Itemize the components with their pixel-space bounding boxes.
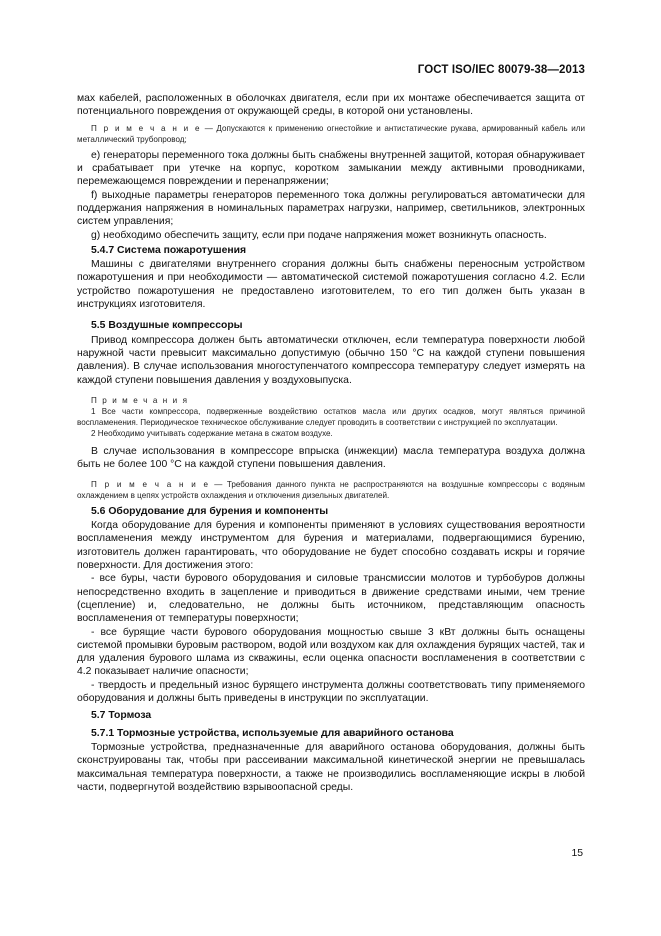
note-item-2: 2 Необходимо учитывать содержание метана в сжатом воздухе. xyxy=(91,429,333,439)
bullet-item: - твердость и предельный износ бурящего инструмента должны соответствовать типу применяемого оборудования и должны быть приведены в инструкции по эксплуатации. xyxy=(77,679,585,705)
section-heading-5-5: 5.5 Воздушные компрессоры xyxy=(91,320,243,332)
bullet-item: - все буры, части бурового оборудования и силовые трансмиссии молотов и турбобуров должны непосредственно входить в зацепление и приводиться в движение средствами иными, чем трение (сцепление) и, следовательно, не должны быть источником, представляющим опасность воспламенения от температуры поверхности; xyxy=(77,573,585,625)
notes-title: П р и м е ч а н и я xyxy=(91,395,189,405)
paragraph: Когда оборудование для бурения и компоненты применяют в условиях существования вероятности воспламенения между инструментом для бурения и материалами, подвергающимися бурению, изготовитель должен гарантировать, что оборудование не будет способно создавать искры и горячие поверхности. Для достижения этого: xyxy=(77,520,585,572)
page-number: 15 xyxy=(571,848,583,859)
list-item-g: g) необходимо обеспечить защиту, если при подаче напряжения может возникнуть опасность. xyxy=(91,229,547,241)
document-header: ГОСТ ISO/IEC 80079-38—2013 xyxy=(417,64,585,76)
page-body xyxy=(77,92,585,794)
paragraph: мах кабелей, расположенных в оболочках двигателя, если при их монтаже обеспечивается защита от потенциального повреждения от окружающей среды, в которой они установлены. xyxy=(77,93,585,118)
paragraph: Привод компрессора должен быть автоматически отключен, если температура поверхности любой наружной части превысит максимально допустимую (обычно 150 °C на каждой ступени повышения давления). В случае использования многоступенчатого компрессора температуру следует измерять на каждой ступени повышения давления у воздуховыпуска. xyxy=(77,334,585,386)
note-text: — Требования данного пункта не распространяются на воздушные компрессоры с водяным охлаждением в цепях устройств охлаждения и отключения дизельных двигателей. xyxy=(77,479,585,500)
note-item-1: 1 Все части компрессора, подверженные воздействию остатков масла или других осадков, могут являться причиной воспламенения. Периодическое техническое обслуживание следует проводить в соответствии с инструкцией по эксплуатации. xyxy=(77,406,585,427)
paragraph: Машины с двигателями внутреннего сгорания должны быть снабжены переносным устройством пожаротушения и при необходимости — автоматической системой пожаротушения согласно 4.2. Если устройство пожаротушения не предоставлено изготовителем, то его тип должен быть указан в инструкциях изготовителя. xyxy=(77,259,585,311)
section-heading-5-4-7: 5.4.7 Система пожаротушения xyxy=(91,244,247,256)
section-heading-5-6: 5.6 Оборудование для бурения и компоненты xyxy=(91,505,329,517)
section-heading-5-7: 5.7 Тормоза xyxy=(91,710,152,722)
note xyxy=(77,479,585,501)
section-heading-5-7-1: 5.7.1 Тормозные устройства, используемые для аварийного останова xyxy=(91,727,454,739)
paragraph: В случае использования в компрессоре впрыска (инжекции) масла температура воздуха должна быть не более 100 °C на каждой ступени повышения давления. xyxy=(77,446,585,471)
note-text: — Допускаются к применению огнестойкие и антистатические рукава, армированный кабель или металлический трубопровод; xyxy=(77,123,585,144)
paragraph: Тормозные устройства, предназначенные для аварийного останова оборудования, должны быть сконструированы так, чтобы при рассеивании максимальной кинетической энергии не превышалась максимальная температура поверхности, а также не производились воспламеняющие искры в любой части, подвергнутой воздействию взрывоопасной среды. xyxy=(77,741,585,793)
note-label: П р и м е ч а н и е xyxy=(91,123,202,133)
bullet-item: - все бурящие части бурового оборудования мощностью свыше 3 кВт должны быть оснащены системой промывки буровым раствором, водой или воздухом как для охлаждения бурящих частей, так и для удаления бурового шлама из скважины, если оценка опасности воспламенения в соответствии с 4.2 показывает наличие опасности; xyxy=(77,626,585,678)
note-label: П р и м е ч а н и е xyxy=(91,479,210,489)
list-item-e: e) генераторы переменного тока должны быть снабжены внутренней защитой, которая обнаруживает и срабатывает при утечке на корпус, коротком замыкании между активными проводниками, перемежающемся повреждении и перенапряжении; xyxy=(77,149,585,188)
list-item-f: f) выходные параметры генераторов переменного тока должны регулироваться автоматически для поддержания напряжения в номинальных параметрах нагрузки, например, светильников, электронных систем управления; xyxy=(77,189,585,228)
note xyxy=(77,123,585,145)
